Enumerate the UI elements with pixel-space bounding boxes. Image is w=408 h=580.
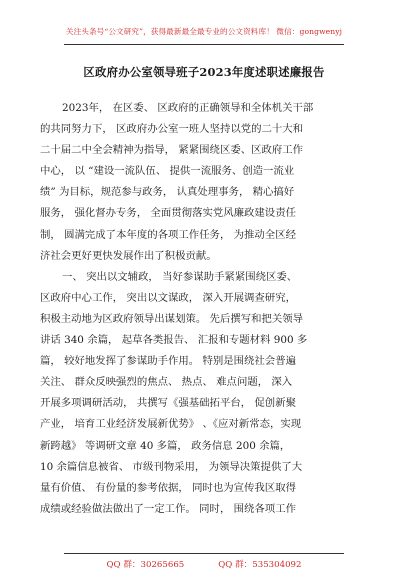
- footer-divider: [64, 553, 344, 554]
- body-line: 制， 圆满完成了本年度的各项工作任务， 为推动全区经: [40, 228, 296, 241]
- body-line: 开展多项调研活动， 共撰写《强基础拓平台， 促创新聚: [40, 397, 296, 410]
- body-line: 绩” 为目标，规范参与政务， 认真处理事务， 精心搞好: [40, 186, 295, 199]
- body-line: 量有价值、 有份量的参考依据， 同时也为宣传我区取得: [40, 481, 296, 494]
- body-line: 中心， 以 “建设一流队伍、 提供一流服务、创造一流业: [40, 165, 295, 178]
- body-line: 关注、 群众反映强烈的焦点、 热点、 难点问题， 深入: [40, 376, 293, 389]
- body-line: 讲话 340 余篇， 起草各类报告、 汇报和专题材料 900 多: [40, 334, 308, 347]
- body-line: 2023年， 在区委、 区政府的正确领导和全体机关干部: [62, 102, 314, 114]
- header-divider: [64, 44, 344, 45]
- body-line: 济社会更好更快发展作出了积极贡献。: [40, 249, 217, 262]
- body-line: 一、 突出以文辅政， 当好参谋助手紧紧围绕区委、: [62, 270, 298, 283]
- body-line: 篇， 较好地发挥了参谋助手作用。 特别是围绕社会普遍: [40, 355, 296, 368]
- footer: [0, 558, 408, 570]
- body-line: 成绩或经验做法做出了一定工作。 同时， 围绕各项工作: [40, 502, 296, 515]
- document-body: [40, 98, 352, 520]
- body-line: 二十届二中全会精神为指导， 紧紧围绕区委、区政府工作: [40, 144, 304, 157]
- body-line: 积极主动地为区政府领导出谋划策。 先后撰写和把关领导: [40, 312, 304, 325]
- body-line: 的共同努力下， 区政府办公室一班人坚持以党的二十大和: [40, 123, 304, 136]
- body-line: 新跨越》 等调研文章 40 多篇， 政务信息 200 余篇，: [40, 439, 291, 452]
- body-line: 10 余篇信息被省、 市级刊物采用， 为领导决策提供了大: [40, 460, 303, 473]
- document-title: 区政府办公室领导班子2023年度述职述廉报告: [83, 65, 325, 79]
- footer-qq-group-2: QQ 群：535304092: [218, 560, 302, 570]
- body-line: 区政府中心工作， 突出以文谋政， 深入开展调查研究，: [40, 291, 296, 304]
- body-line: 产业， 培育工业经济发展新优势》 、《应对新常态，实现: [40, 418, 302, 431]
- body-line: 服务， 强化督办专务， 全面贯彻落实党风廉政建设责任: [40, 207, 296, 220]
- footer-qq-group-1: QQ 群：30265665: [106, 560, 185, 570]
- header-note: 关注头条号“公文研究”，获得最新最全最专业的公文资料库！ 微信：gongwenyj: [65, 27, 343, 36]
